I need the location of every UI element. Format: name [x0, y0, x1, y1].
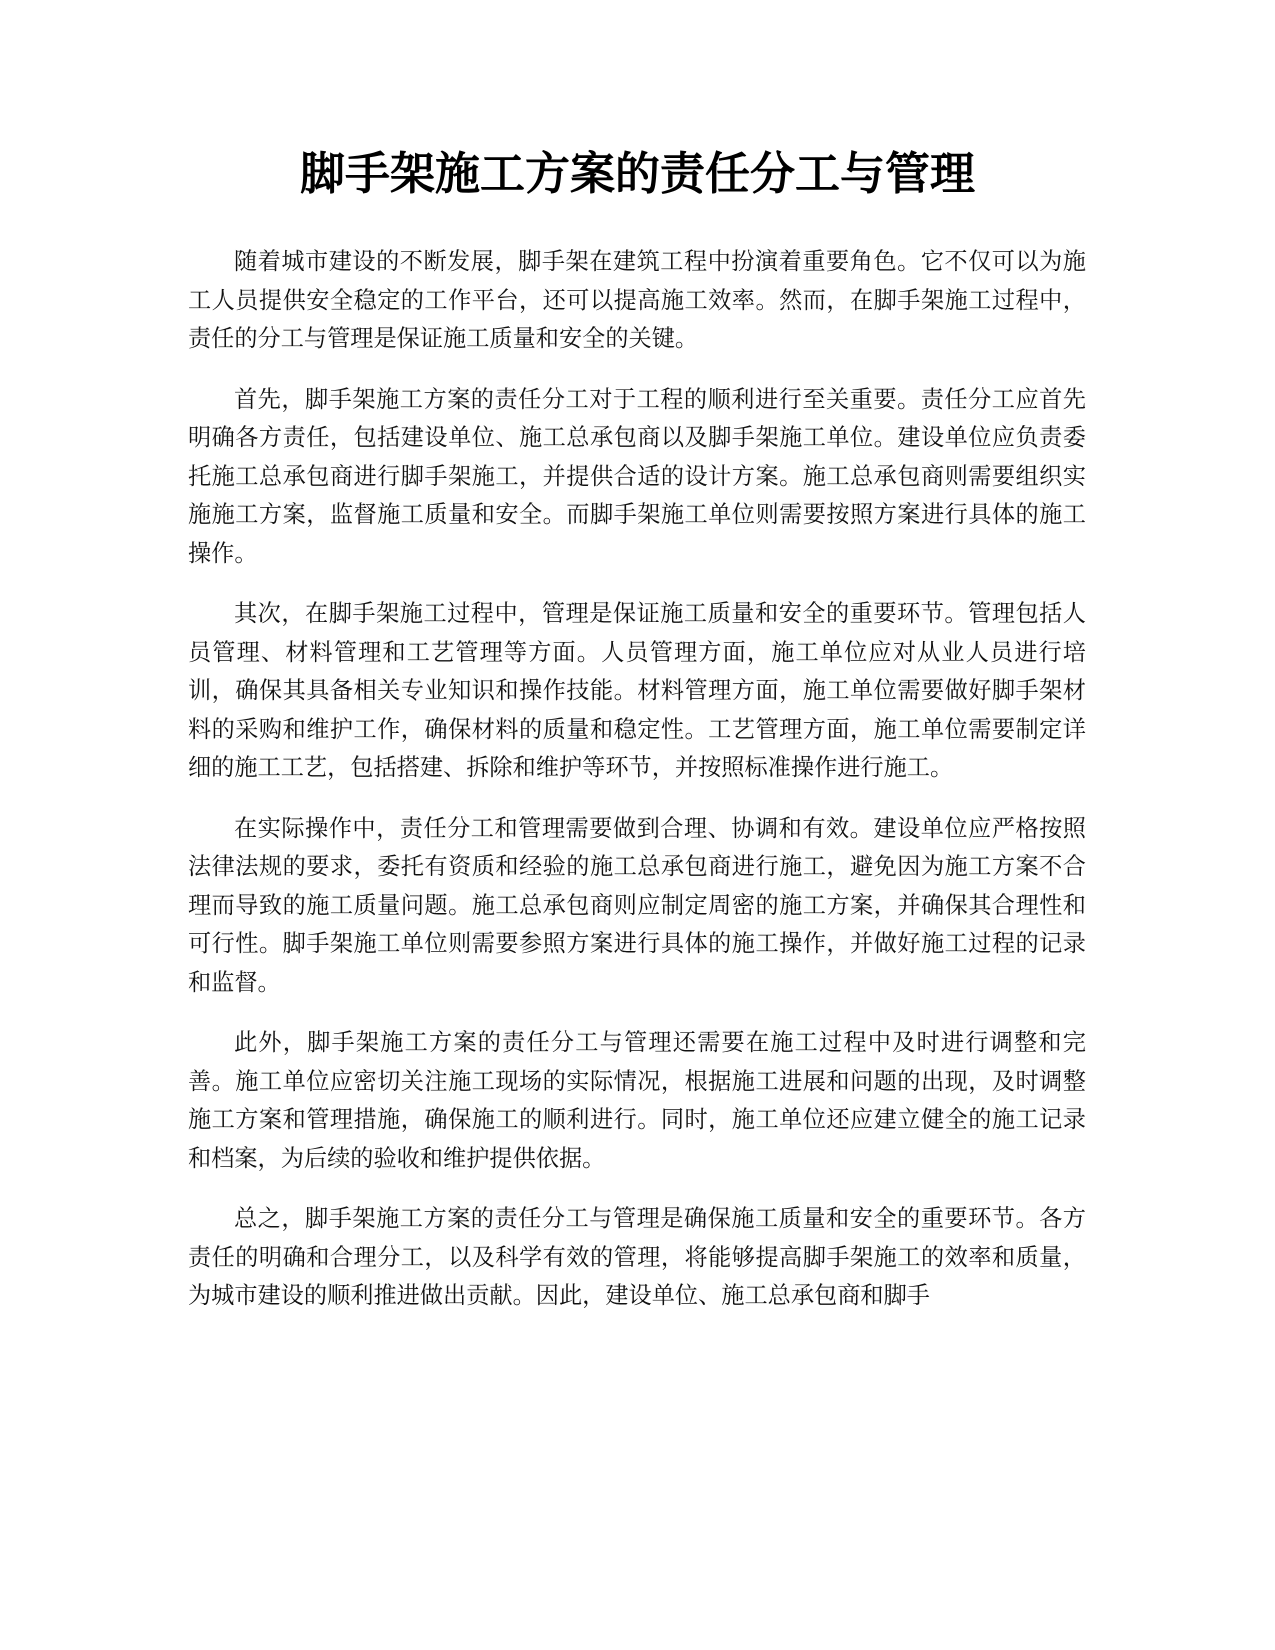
paragraph-conclusion: 总之，脚手架施工方案的责任分工与管理是确保施工质量和安全的重要环节。各方责任的明确和合理分工，以及科学有效的管理，将能够提高脚手架施工的效率和质量，为城市建设的顺利推进做出贡献。因此，建设单位、施工总承包商和脚手	[188, 1205, 1086, 1309]
paragraph-responsibility-division: 首先，脚手架施工方案的责任分工对于工程的顺利进行至关重要。责任分工应首先明确各方责任，包括建设单位、施工总承包商以及脚手架施工单位。建设单位应负责委托施工总承包商进行脚手架施工，并提供合适的设计方案。施工总承包商则需要组织实施施工方案，监督施工质量和安全。而脚手架施工单位则需要按照方案进行具体的施工操作。	[188, 385, 1086, 567]
paragraph-intro: 随着城市建设的不断发展，脚手架在建筑工程中扮演着重要角色。它不仅可以为施工人员提供安全稳定的工作平台，还可以提高施工效率。然而，在脚手架施工过程中，责任的分工与管理是保证施工质量和安全的关键。	[188, 248, 1086, 352]
paragraph-adjustment: 此外，脚手架施工方案的责任分工与管理还需要在施工过程中及时进行调整和完善。施工单位应密切关注施工现场的实际情况，根据施工进展和问题的出现，及时调整施工方案和管理措施，确保施工的顺利进行。同时，施工单位还应建立健全的施工记录和档案，为后续的验收和维护提供依据。	[188, 1029, 1086, 1172]
paragraph-management: 其次，在脚手架施工过程中，管理是保证施工质量和安全的重要环节。管理包括人员管理、材料管理和工艺管理等方面。人员管理方面，施工单位应对从业人员进行培训，确保其具备相关专业知识和操作技能。材料管理方面，施工单位需要做好脚手架材料的采购和维护工作，确保材料的质量和稳定性。工艺管理方面，施工单位需要制定详细的施工工艺，包括搭建、拆除和维护等环节，并按照标准操作进行施工。	[188, 600, 1086, 781]
paragraph-practice: 在实际操作中，责任分工和管理需要做到合理、协调和有效。建设单位应严格按照法律法规的要求，委托有资质和经验的施工总承包商进行施工，避免因为施工方案不合理而导致的施工质量问题。施工总承包商则应制定周密的施工方案，并确保其合理性和可行性。脚手架施工单位则需要参照方案进行具体的施工操作，并做好施工过程的记录和监督。	[188, 814, 1086, 996]
document-body	[188, 243, 1086, 1338]
document-title: 脚手架施工方案的责任分工与管理	[299, 147, 975, 200]
